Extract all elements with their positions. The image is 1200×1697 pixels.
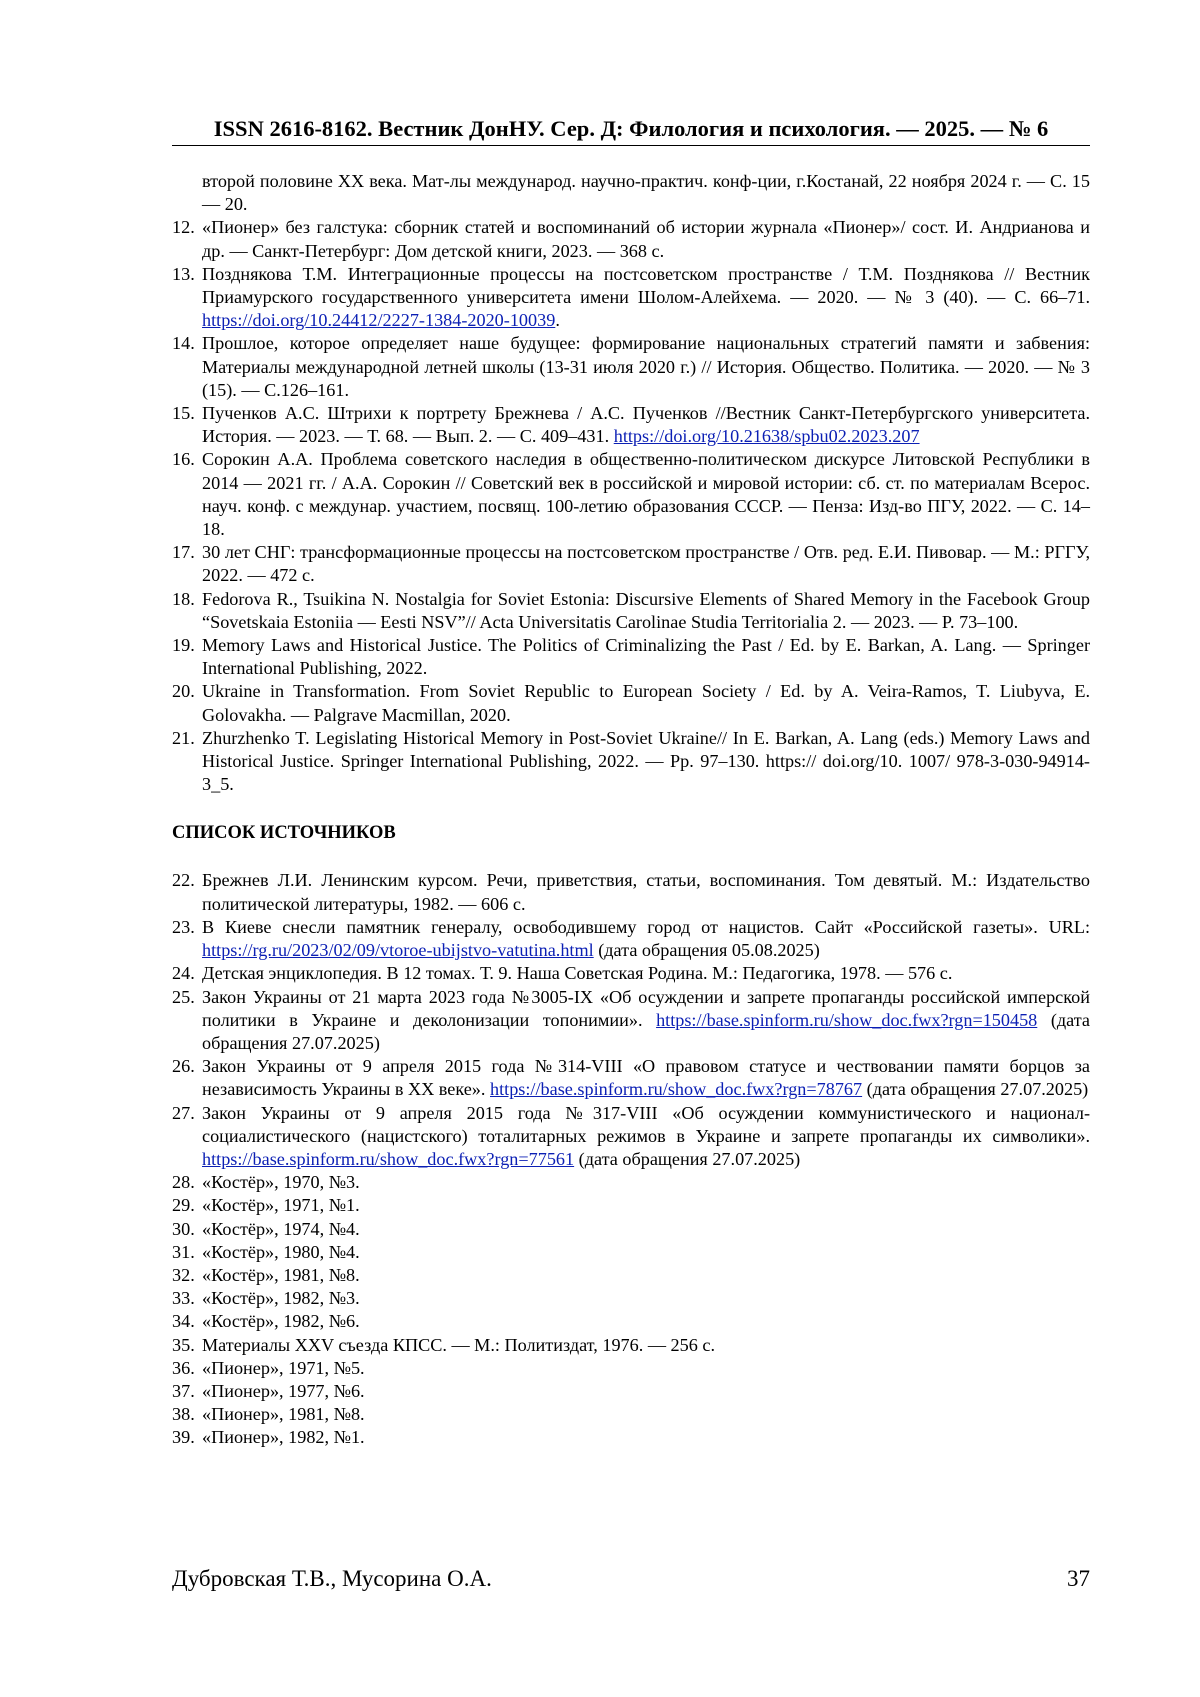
source-item xyxy=(172,1334,1090,1357)
source-item xyxy=(172,916,1090,962)
source-item-number: 35. xyxy=(172,1334,195,1355)
source-item xyxy=(172,1310,1090,1333)
reference-item-number: 20. xyxy=(172,681,195,702)
reference-item-number: 12. xyxy=(172,217,195,238)
source-item-body: «Пионер», 1971, №5. xyxy=(202,1357,365,1378)
source-item-text xyxy=(202,1055,1090,1101)
source-item xyxy=(172,1426,1090,1449)
source-item-body: Материалы XXV съезда КПСС. — М.: Политиздат, 1976. — 256 с. xyxy=(202,1334,716,1355)
reference-item xyxy=(172,216,1090,262)
reference-item-body: Позднякова Т.М. Интеграционные процессы на постсоветском пространстве / Т.М. Позднякова // Вестник Приамурского государственного университета имени Шолом-Алейхема. — 2020. — № 3 (40). — С. 66–71. xyxy=(202,263,1090,308)
source-item-number: 30. xyxy=(172,1218,195,1239)
source-item-text xyxy=(202,1357,1090,1380)
source-item-number: 36. xyxy=(172,1357,195,1378)
source-item-suffix: (дата обращения 27.07.2025) xyxy=(574,1148,801,1169)
source-item xyxy=(172,1171,1090,1194)
source-item-text xyxy=(202,1426,1090,1449)
reference-item-body: Ukraine in Transformation. From Soviet Republic to European Society / Ed. by A. Veira-Ramos, T. Liubyva, E. Golovakha. — Palgrave Macmillan, 2020. xyxy=(202,681,1090,725)
source-item-link[interactable]: https://rg.ru/2023/02/09/vtoroe-ubijstvo-vatutina.html xyxy=(202,940,594,961)
reference-item-text xyxy=(202,402,1090,448)
page-body xyxy=(172,170,1090,1450)
reference-item-number: 15. xyxy=(172,403,195,424)
source-item-text xyxy=(202,869,1090,915)
reference-item-suffix: . xyxy=(555,310,560,331)
source-item xyxy=(172,1403,1090,1426)
source-item-suffix: (дата обращения 27.07.2025) xyxy=(862,1079,1089,1100)
source-item xyxy=(172,1264,1090,1287)
source-item-body: «Костёр», 1981, №8. xyxy=(202,1264,360,1285)
sources-section-title: СПИСОК ИСТОЧНИКОВ xyxy=(172,823,396,844)
source-item-body: «Костёр», 1982, №3. xyxy=(202,1288,360,1309)
reference-item-number: 17. xyxy=(172,542,195,563)
source-item xyxy=(172,1218,1090,1241)
reference-continuation-text: второй половине XX века. Мат-лы международ. научно-практич. конф-ции, г.Костанай, 22 ноября 2024 г. — С. 15 — 20. xyxy=(202,171,1090,215)
source-item-number: 28. xyxy=(172,1172,195,1193)
reference-continuation xyxy=(172,170,1090,216)
reference-item-number: 14. xyxy=(172,333,195,354)
sources-list xyxy=(172,869,1090,1449)
source-item-body: Детская энциклопедия. В 12 томах. Т. 9. Наша Советская Родина. М.: Педагогика, 1978. — 576 с. xyxy=(202,963,953,984)
reference-item-number: 13. xyxy=(172,263,195,284)
source-item xyxy=(172,1357,1090,1380)
reference-item-body: Fedorova R., Tsuikina N. Nostalgia for Soviet Estonia: Discursive Elements of Shared Memory in the Facebook Group “Sovetskaia Estoniia — Eesti NSV”// Acta Universitatis Carolinae Studia Territorialia 2. — 2023. — P. 73–100. xyxy=(202,588,1090,632)
journal-header: ISSN 2616-8162. Вестник ДонНУ. Сер. Д: Филология и психология. — 2025. — № 6 xyxy=(213,116,1049,141)
source-item-number: 24. xyxy=(172,963,195,984)
source-item-text xyxy=(202,1287,1090,1310)
source-item-text xyxy=(202,986,1090,1056)
source-item-number: 34. xyxy=(172,1311,195,1332)
source-item-text xyxy=(202,1310,1090,1333)
reference-item xyxy=(172,541,1090,587)
reference-item-text xyxy=(202,727,1090,797)
source-item-number: 26. xyxy=(172,1056,195,1077)
source-item-body: «Костёр», 1974, №4. xyxy=(202,1218,360,1239)
source-item-link[interactable]: https://base.spinform.ru/show_doc.fwx?rgn=77561 xyxy=(202,1148,575,1169)
reference-item-number: 16. xyxy=(172,449,195,470)
reference-item-link[interactable]: https://doi.org/10.21638/spbu02.2023.207 xyxy=(613,426,920,447)
source-item-text xyxy=(202,1264,1090,1287)
reference-item-body: Memory Laws and Historical Justice. The Politics of Criminalizing the Past / Ed. by E. Barkan, A. Lang. — Springer International Publishing, 2022. xyxy=(202,635,1090,679)
reference-item-body: Пученков А.С. Штрихи к портрету Брежнева / А.С. Пученков //Вестник Санкт-Петербургского университета. История. — 2023. — Т. 68. — Вып. 2. — С. 409–431. xyxy=(202,403,1090,447)
source-item xyxy=(172,1287,1090,1310)
reference-item-body: «Пионер» без галстука: сборник статей и воспоминаний об истории журнала «Пионер»/ сост. И. Андрианова и др. — Санкт-Петербург: Дом детской книги, 2023. — 368 с. xyxy=(202,217,1090,261)
reference-item-link[interactable]: https://doi.org/10.24412/2227-1384-2020-10039 xyxy=(202,310,556,331)
reference-item-body: Прошлое, которое определяет наше будущее: формирование национальных стратегий памяти и забвения: Материалы международной летней школы (13-31 июля 2020 г.) // История. Общество. Политика. — 2020. — № 3 (15). — С.126–161. xyxy=(202,333,1090,400)
reference-item-number: 18. xyxy=(172,588,195,609)
reference-item-text xyxy=(202,332,1090,402)
source-item-body: «Костёр», 1980, №4. xyxy=(202,1241,360,1262)
reference-item-number: 19. xyxy=(172,635,195,656)
footer-page-number: 37 xyxy=(1067,1566,1090,1591)
source-item-text xyxy=(202,1241,1090,1264)
source-item-text xyxy=(202,1194,1090,1217)
references-list xyxy=(172,216,1090,796)
source-item xyxy=(172,1055,1090,1101)
reference-item xyxy=(172,588,1090,634)
reference-item xyxy=(172,634,1090,680)
source-item-body: «Пионер», 1977, №6. xyxy=(202,1380,365,1401)
source-item-text xyxy=(202,1171,1090,1194)
source-item-body: «Пионер», 1982, №1. xyxy=(202,1427,365,1448)
source-item-suffix: (дата обращения 05.08.2025) xyxy=(593,940,820,961)
reference-item xyxy=(172,263,1090,333)
reference-item-body: Сорокин А.А. Проблема советского наследия в общественно-политическом дискурсе Литовской Республики в 2014 — 2021 гг. / А.А. Сорокин // Советский век в российской и мировой истории: сб. ст. по материалам Всерос. науч. конф. с междунар. участием, посвящ. 100-летию образования СССР. — Пенза: Изд-во ПГУ, 2022. — С. 14–18. xyxy=(202,449,1090,540)
source-item-number: 25. xyxy=(172,986,195,1007)
source-item-body: Закон Украины от 9 апреля 2015 года №317-VIII «Об осуждении коммунистического и национал-социалистического (нацистского) тоталитарных режимов в Украине и запрете пропаганды их символики». xyxy=(202,1102,1090,1146)
source-item-body: «Пионер», 1981, №8. xyxy=(202,1404,365,1425)
source-item-body: «Костёр», 1982, №6. xyxy=(202,1311,360,1332)
reference-item-text xyxy=(202,680,1090,726)
reference-item xyxy=(172,727,1090,797)
reference-item-text xyxy=(202,448,1090,541)
source-item-body: Брежнев Л.И. Ленинским курсом. Речи, приветствия, статьи, воспоминания. Том девятый. М.: Издательство политической литературы, 1982. — 606 с. xyxy=(202,870,1090,914)
source-item-number: 31. xyxy=(172,1241,195,1262)
source-item xyxy=(172,1380,1090,1403)
reference-item xyxy=(172,680,1090,726)
source-item-body: В Киеве снесли памятник генералу, освободившему город от нацистов. Сайт «Российской газеты». URL: xyxy=(202,916,1090,937)
source-item-number: 27. xyxy=(172,1102,195,1123)
reference-item xyxy=(172,332,1090,402)
source-item-text xyxy=(202,962,1090,985)
source-item-number: 39. xyxy=(172,1427,195,1448)
source-item-body: «Костёр», 1970, №3. xyxy=(202,1172,360,1193)
source-item xyxy=(172,869,1090,915)
reference-item-text xyxy=(202,634,1090,680)
source-item xyxy=(172,986,1090,1056)
reference-item-text xyxy=(202,263,1090,333)
source-item-body: «Костёр», 1971, №1. xyxy=(202,1195,360,1216)
source-item-text xyxy=(202,916,1090,962)
source-item xyxy=(172,962,1090,985)
source-item-number: 33. xyxy=(172,1288,195,1309)
source-item-number: 22. xyxy=(172,870,195,891)
source-item-body: Закон Украины от 21 марта 2023 года №3005-IX «Об осуждении и запрете пропаганды российской имперской политики в Украине и деколонизации топонимии». xyxy=(202,986,1090,1030)
reference-item-number: 21. xyxy=(172,727,195,748)
reference-item-text xyxy=(202,216,1090,262)
source-item-text xyxy=(202,1102,1090,1172)
footer-authors: Дубровская Т.В., Мусорина О.А. xyxy=(172,1566,492,1591)
reference-item-text xyxy=(202,541,1090,587)
source-item-link[interactable]: https://base.spinform.ru/show_doc.fwx?rgn=150458 xyxy=(656,1009,1038,1030)
reference-item xyxy=(172,402,1090,448)
source-item-number: 32. xyxy=(172,1264,195,1285)
source-item xyxy=(172,1241,1090,1264)
source-item-number: 38. xyxy=(172,1404,195,1425)
header-rule xyxy=(172,145,1090,146)
source-item-text xyxy=(202,1334,1090,1357)
source-item-text xyxy=(202,1218,1090,1241)
source-item-body: Закон Украины от 9 апреля 2015 года №314-VIII «О правовом статусе и чествовании памяти борцов за независимость Украины в XX веке». xyxy=(202,1056,1090,1100)
reference-item-text xyxy=(202,588,1090,634)
reference-item xyxy=(172,448,1090,541)
source-item-suffix: (дата обращения 27.07.2025) xyxy=(202,1009,1090,1053)
source-item-link[interactable]: https://base.spinform.ru/show_doc.fwx?rgn=78767 xyxy=(490,1079,863,1100)
source-item xyxy=(172,1194,1090,1217)
source-item-text xyxy=(202,1380,1090,1403)
reference-item-body: 30 лет СНГ: трансформационные процессы на постсоветском пространстве / Отв. ред. Е.И. Пивовар. — М.: РГГУ, 2022. — 472 с. xyxy=(202,542,1090,586)
source-item-number: 37. xyxy=(172,1380,195,1401)
source-item-number: 23. xyxy=(172,916,195,937)
source-item-number: 29. xyxy=(172,1195,195,1216)
reference-item-body: Zhurzhenko T. Legislating Historical Memory in Post-Soviet Ukraine// In E. Barkan, A. Lang (eds.) Memory Laws and Historical Justice. Springer International Publishing, 2022. — Pp. 97–130. https:// doi.org/10. 1007/ 978-3-030-94914-3_5. xyxy=(202,727,1090,795)
source-item xyxy=(172,1102,1090,1172)
source-item-text xyxy=(202,1403,1090,1426)
